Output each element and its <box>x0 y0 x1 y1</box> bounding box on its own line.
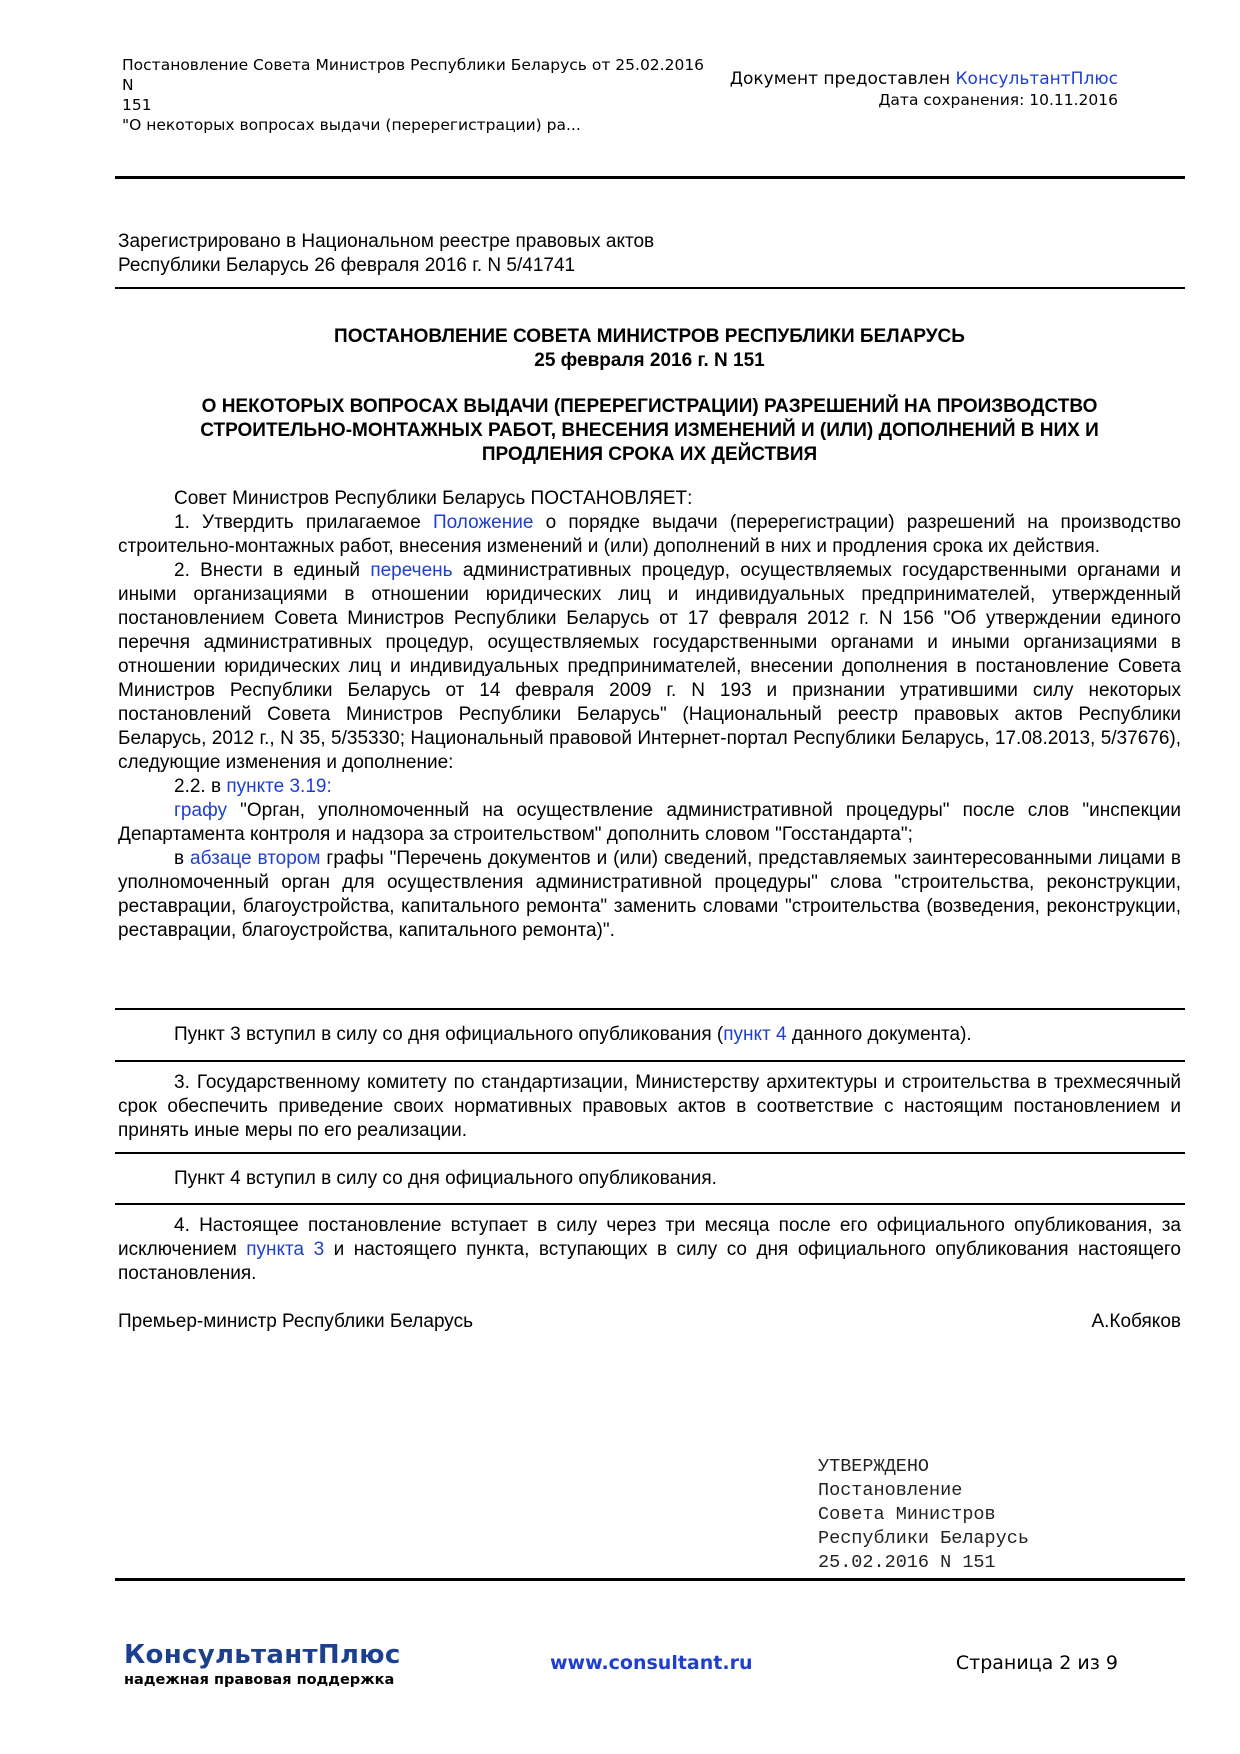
title-line-2: 25 февраля 2016 г. N 151 <box>534 350 765 371</box>
document-header-title <box>122 55 712 135</box>
paragraph-2-2-second-abzac: в абзаце втором графы "Перечень документов и (или) сведений, представляемых заинтересованными лицами в уполномоченный орган для осуществления административной процедуры" слова "строительства, реконструкции, реставрации, благоустройства, капитального ремонта" заменить словами "строительства (возведения, реконструкции, реставрации, благоустройства, капитального ремонта)". <box>118 848 1181 941</box>
signatory-position: Премьер-министр Республики Беларусь <box>118 1311 473 1332</box>
registration-line-1: Зарегистрировано в Национальном реестре правовых актов <box>118 231 655 252</box>
paragraph-2: 2. Внести в единый перечень административных процедур, осуществляемых государственными органами и иными организациями в отношении юридических лиц и индивидуальных предпринимателей, утвержденный постановлением Совета Министров Республики Беларусь от 17 февраля 2012 г. N 156 "Об утверждении единого перечня административных процедур, осуществляемых государственными органами и иными организациями в отношении юридических лиц и индивидуальных предпринимателей, внесении дополнения в постановление Совета Министров Республики Беларусь от 14 февраля 2009 г. N 193 и признании утратившими силу некоторых постановлений Совета Министров Республики Беларусь" (Национальный реестр правовых актов Республики Беларусь, 2012 г., N 35, 5/35330; Национальный правовой Интернет-портал Республики Беларусь, 17.08.2013, 5/37676), следующие изменения и дополнение: <box>118 560 1181 773</box>
document-provider-info <box>730 68 1118 110</box>
header-title-line-3: "О некоторых вопросах выдачи (перерегистрации) ра... <box>122 116 581 134</box>
registration-divider <box>115 287 1185 289</box>
punkt-4-link[interactable]: пункт 4 <box>723 1024 787 1045</box>
consultant-logo <box>124 1640 401 1688</box>
consultant-link[interactable]: КонсультантПлюс <box>955 69 1118 89</box>
approved-line-2: Постановление <box>818 1480 963 1501</box>
note-4-bottom-divider <box>115 1203 1185 1205</box>
document-title <box>118 325 1181 373</box>
paragraph-4-block <box>118 1214 1181 1286</box>
intro-paragraph: Совет Министров Республики Беларусь ПОСТАНОВЛЯЕТ: <box>174 488 693 509</box>
header-title-line-2: 151 <box>122 96 152 114</box>
logo-tagline: надежная правовая поддержка <box>124 1672 395 1688</box>
punkt-3-19-link[interactable]: пункте 3.19 <box>226 776 327 797</box>
approved-line-3: Совета Министров <box>818 1504 996 1525</box>
approved-line-1: УТВЕРЖДЕНО <box>818 1456 930 1477</box>
site-link[interactable]: www.consultant.ru <box>550 1652 753 1674</box>
paragraph-3-block <box>118 1071 1181 1143</box>
paragraph-3: 3. Государственному комитету по стандартизации, Министерству архитектуры и строительства в трехмесячный срок обеспечить приведение своих нормативных правовых актов в соответствие с настоящим постановлением и принять иные меры по его реализации. <box>118 1072 1181 1141</box>
note-3-top-divider <box>115 1008 1185 1010</box>
registration-note <box>118 230 654 278</box>
registration-line-2: Республики Беларусь 26 февраля 2016 г. N 5/41741 <box>118 255 576 276</box>
header-divider <box>115 176 1185 179</box>
title-line-1: ПОСТАНОВЛЕНИЕ СОВЕТА МИНИСТРОВ РЕСПУБЛИКИ БЕЛАРУСЬ <box>334 326 965 347</box>
paragraph-2-2-column: графу "Орган, уполномоченный на осуществление административной процедуры" после слов "инспекции Департамента контроля и надзора за строительством" дополнить словом "Госстандарта"; <box>118 800 1181 845</box>
note-3-bottom-divider <box>115 1060 1185 1062</box>
paragraph-1: 1. Утвердить прилагаемое Положение о порядке выдачи (перерегистрации) разрешений на производство строительно-монтажных работ, внесения изменений и (или) дополнений в них и продления срока их действия. <box>118 512 1181 557</box>
note-4: Пункт 4 вступил в силу со дня официального опубликования. <box>174 1168 717 1189</box>
abzac-vtorom-link[interactable]: абзаце втором <box>190 848 321 869</box>
polozhenie-link[interactable]: Положение <box>432 512 534 533</box>
approval-stamp-text <box>818 1455 1029 1575</box>
perechen-link[interactable]: перечень <box>370 560 453 581</box>
header-title-line-1: Постановление Совета Министров Республики Беларусь от 25.02.2016 N <box>122 56 705 94</box>
signatory-name: А.Кобяков <box>1091 1311 1181 1332</box>
punkt-3-link[interactable]: пункта 3 <box>246 1239 325 1260</box>
page-number: Страница 2 из 9 <box>955 1652 1118 1674</box>
save-date: Дата сохранения: 10.11.2016 <box>878 91 1118 109</box>
document-subject: О НЕКОТОРЫХ ВОПРОСАХ ВЫДАЧИ (ПЕРЕРЕГИСТРАЦИИ) РАЗРЕШЕНИЙ НА ПРОИЗВОДСТВО СТРОИТЕЛЬНО-МОНТАЖНЫХ РАБОТ, ВНЕСЕНИЯ ИЗМЕНЕНИЙ И (ИЛИ) ДОПОЛНЕНИЙ В НИХ И ПРОДЛЕНИЯ СРОКА ИХ ДЕЙСТВИЯ <box>200 396 1099 465</box>
logo-brand: КонсультантПлюс <box>124 1640 401 1670</box>
paragraph-4: 4. Настоящее постановление вступает в силу через три месяца после его официального опубликования, за исключением пункта 3 и настоящего пункта, вступающих в силу со дня официального опубликования настоящего постановления. <box>118 1215 1181 1284</box>
note-3: Пункт 3 вступил в силу со дня официального опубликования (пункт 4 данного документа). <box>174 1024 972 1045</box>
signature-block <box>118 1310 1181 1334</box>
paragraph-2-2: 2.2. в пункте 3.19: <box>174 776 332 797</box>
note-4-top-divider <box>115 1152 1185 1154</box>
provided-by <box>730 68 1118 90</box>
footer-divider <box>115 1578 1185 1581</box>
document-body <box>118 325 1181 943</box>
grafu-link[interactable]: графу <box>174 800 227 821</box>
approved-line-4: Республики Беларусь <box>818 1528 1029 1549</box>
approved-line-5: 25.02.2016 N 151 <box>818 1552 996 1573</box>
body-paragraphs <box>118 487 1181 943</box>
provided-prefix: Документ предоставлен <box>729 69 956 89</box>
